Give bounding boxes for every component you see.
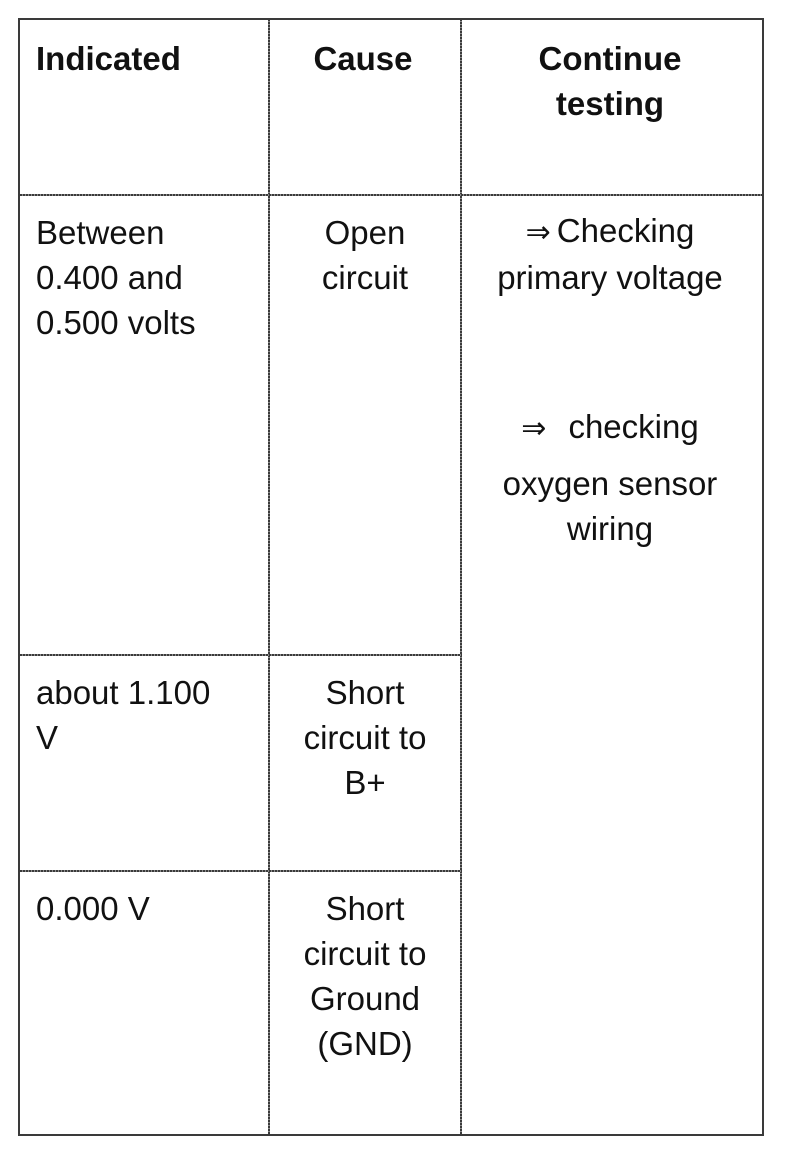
column-divider [460,20,462,1134]
continue-item1-text1: Checking [556,212,695,249]
continue-item-oxygen-sensor [464,404,756,551]
row1-indicated [36,210,262,345]
row3-cause [272,886,458,1066]
row1-indicated-line3: 0.500 volts [36,304,196,341]
continue-item2-line2: oxygen sensor [502,465,718,502]
header-cause-label: Cause [313,40,413,77]
row3-cause-line3: Ground [309,980,421,1017]
right-double-arrow-icon: ⇒ [521,412,547,445]
row2-indicated [36,670,262,760]
row-divider [20,870,462,872]
header-cause [270,36,456,81]
continue-item2-text1: checking [568,408,699,445]
row3-cause-line1: Short [325,890,405,927]
row3-cause-line4: (GND) [317,1025,413,1062]
continue-item2-line3: wiring [566,510,654,547]
row2-cause-line2: circuit to [303,719,427,756]
row2-indicated-line2: V [36,719,59,756]
row1-cause-line1: Open [324,214,406,251]
row2-indicated-line1: about 1.100 [36,674,211,711]
header-indicated-label: Indicated [36,40,181,77]
header-indicated [36,36,262,81]
row-divider [20,194,762,196]
continue-item2-line1 [464,404,756,451]
row-divider [20,654,462,656]
header-continue-testing [464,36,756,126]
column-divider [268,20,270,1134]
right-double-arrow-icon: ⇒ [525,216,551,249]
row3-indicated [36,886,262,931]
continue-item-primary-voltage [464,208,756,300]
header-continue-line2: testing [555,85,665,122]
row1-indicated-line2: 0.400 and [36,259,183,296]
diagnostic-table [18,18,764,1136]
header-continue-line1: Continue [538,40,682,77]
row3-cause-line2: circuit to [303,935,427,972]
continue-item1-line2: primary voltage [497,259,723,296]
row2-cause-line1: Short [325,674,405,711]
row3-indicated-line1: 0.000 V [36,890,150,927]
row1-cause-line2: circuit [321,259,409,296]
row2-cause-line3: B+ [344,764,386,801]
row2-cause [272,670,458,805]
continue-item1-line1 [464,208,756,255]
row1-indicated-line1: Between [36,214,165,251]
row1-cause [272,210,458,300]
